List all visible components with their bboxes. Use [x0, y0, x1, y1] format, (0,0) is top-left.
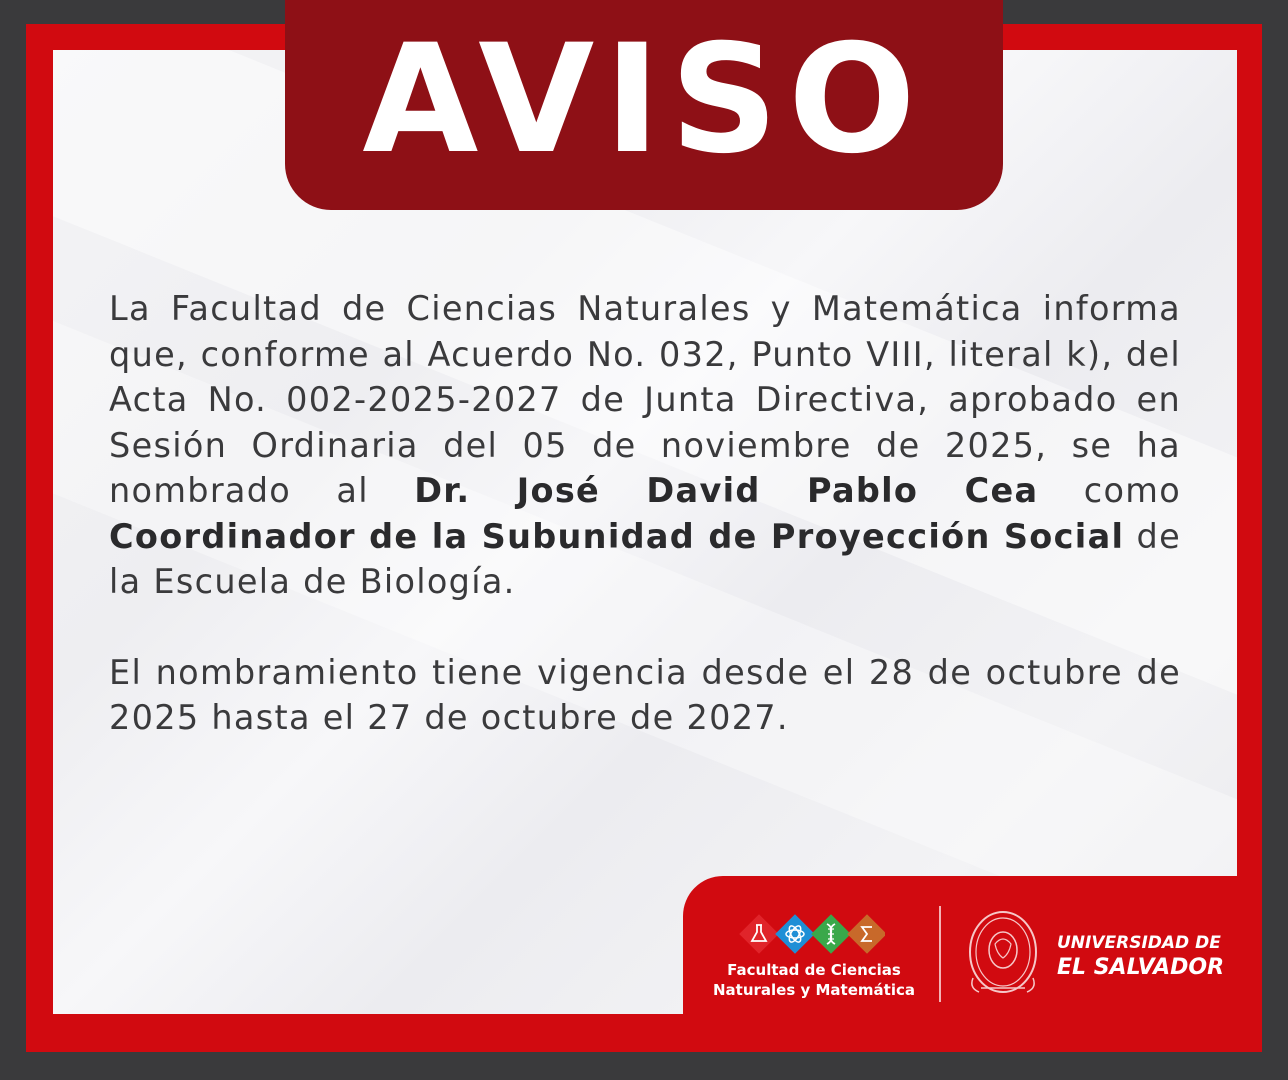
notice-text: La Facultad de Ciencias Naturales y Matemática informa que, conforme al Acuerdo No. 032, Punto VIII, literal k), del Acta No. 002-2025-2027 de Junta Directiva, aprobado en Sesión Ordinaria del 05 de noviembre de 2025, se ha nombrado al — [109, 289, 1181, 510]
university-name-line-2: EL SALVADOR — [1057, 955, 1225, 980]
faculty-name — [683, 960, 945, 1000]
sigma-icon — [847, 914, 885, 954]
university-seal-icon — [967, 908, 1039, 1000]
appointee-name: Dr. José David Pablo Cea — [414, 471, 1039, 510]
flask-icon — [739, 914, 779, 954]
footer-divider — [939, 906, 941, 1002]
page-title: AVISO — [362, 13, 926, 187]
faculty-name-line-2: Naturales y Matemática — [713, 981, 915, 999]
notice-paragraph-2: El nombramiento tiene vigencia desde el 28 de octubre de 2025 hasta el 27 de octubre de 2027. — [109, 652, 1181, 737]
atom-icon — [775, 914, 815, 954]
footer-banner — [683, 876, 1262, 1052]
dna-icon — [811, 914, 851, 954]
notice-paragraph-1 — [109, 286, 1181, 605]
header-tab — [285, 0, 1003, 210]
appointment-role: Coordinador de la Subunidad de Proyección Social — [109, 516, 1125, 556]
notice-text: como — [1038, 471, 1181, 510]
notice-body — [109, 286, 1181, 741]
university-name — [1057, 932, 1257, 982]
faculty-logo — [737, 912, 885, 956]
faculty-name-line-1: Facultad de Ciencias — [727, 961, 901, 979]
university-name-line-1: UNIVERSIDAD DE — [1057, 933, 1221, 953]
notice-text: de la Escuela de Biología. — [109, 516, 1181, 601]
